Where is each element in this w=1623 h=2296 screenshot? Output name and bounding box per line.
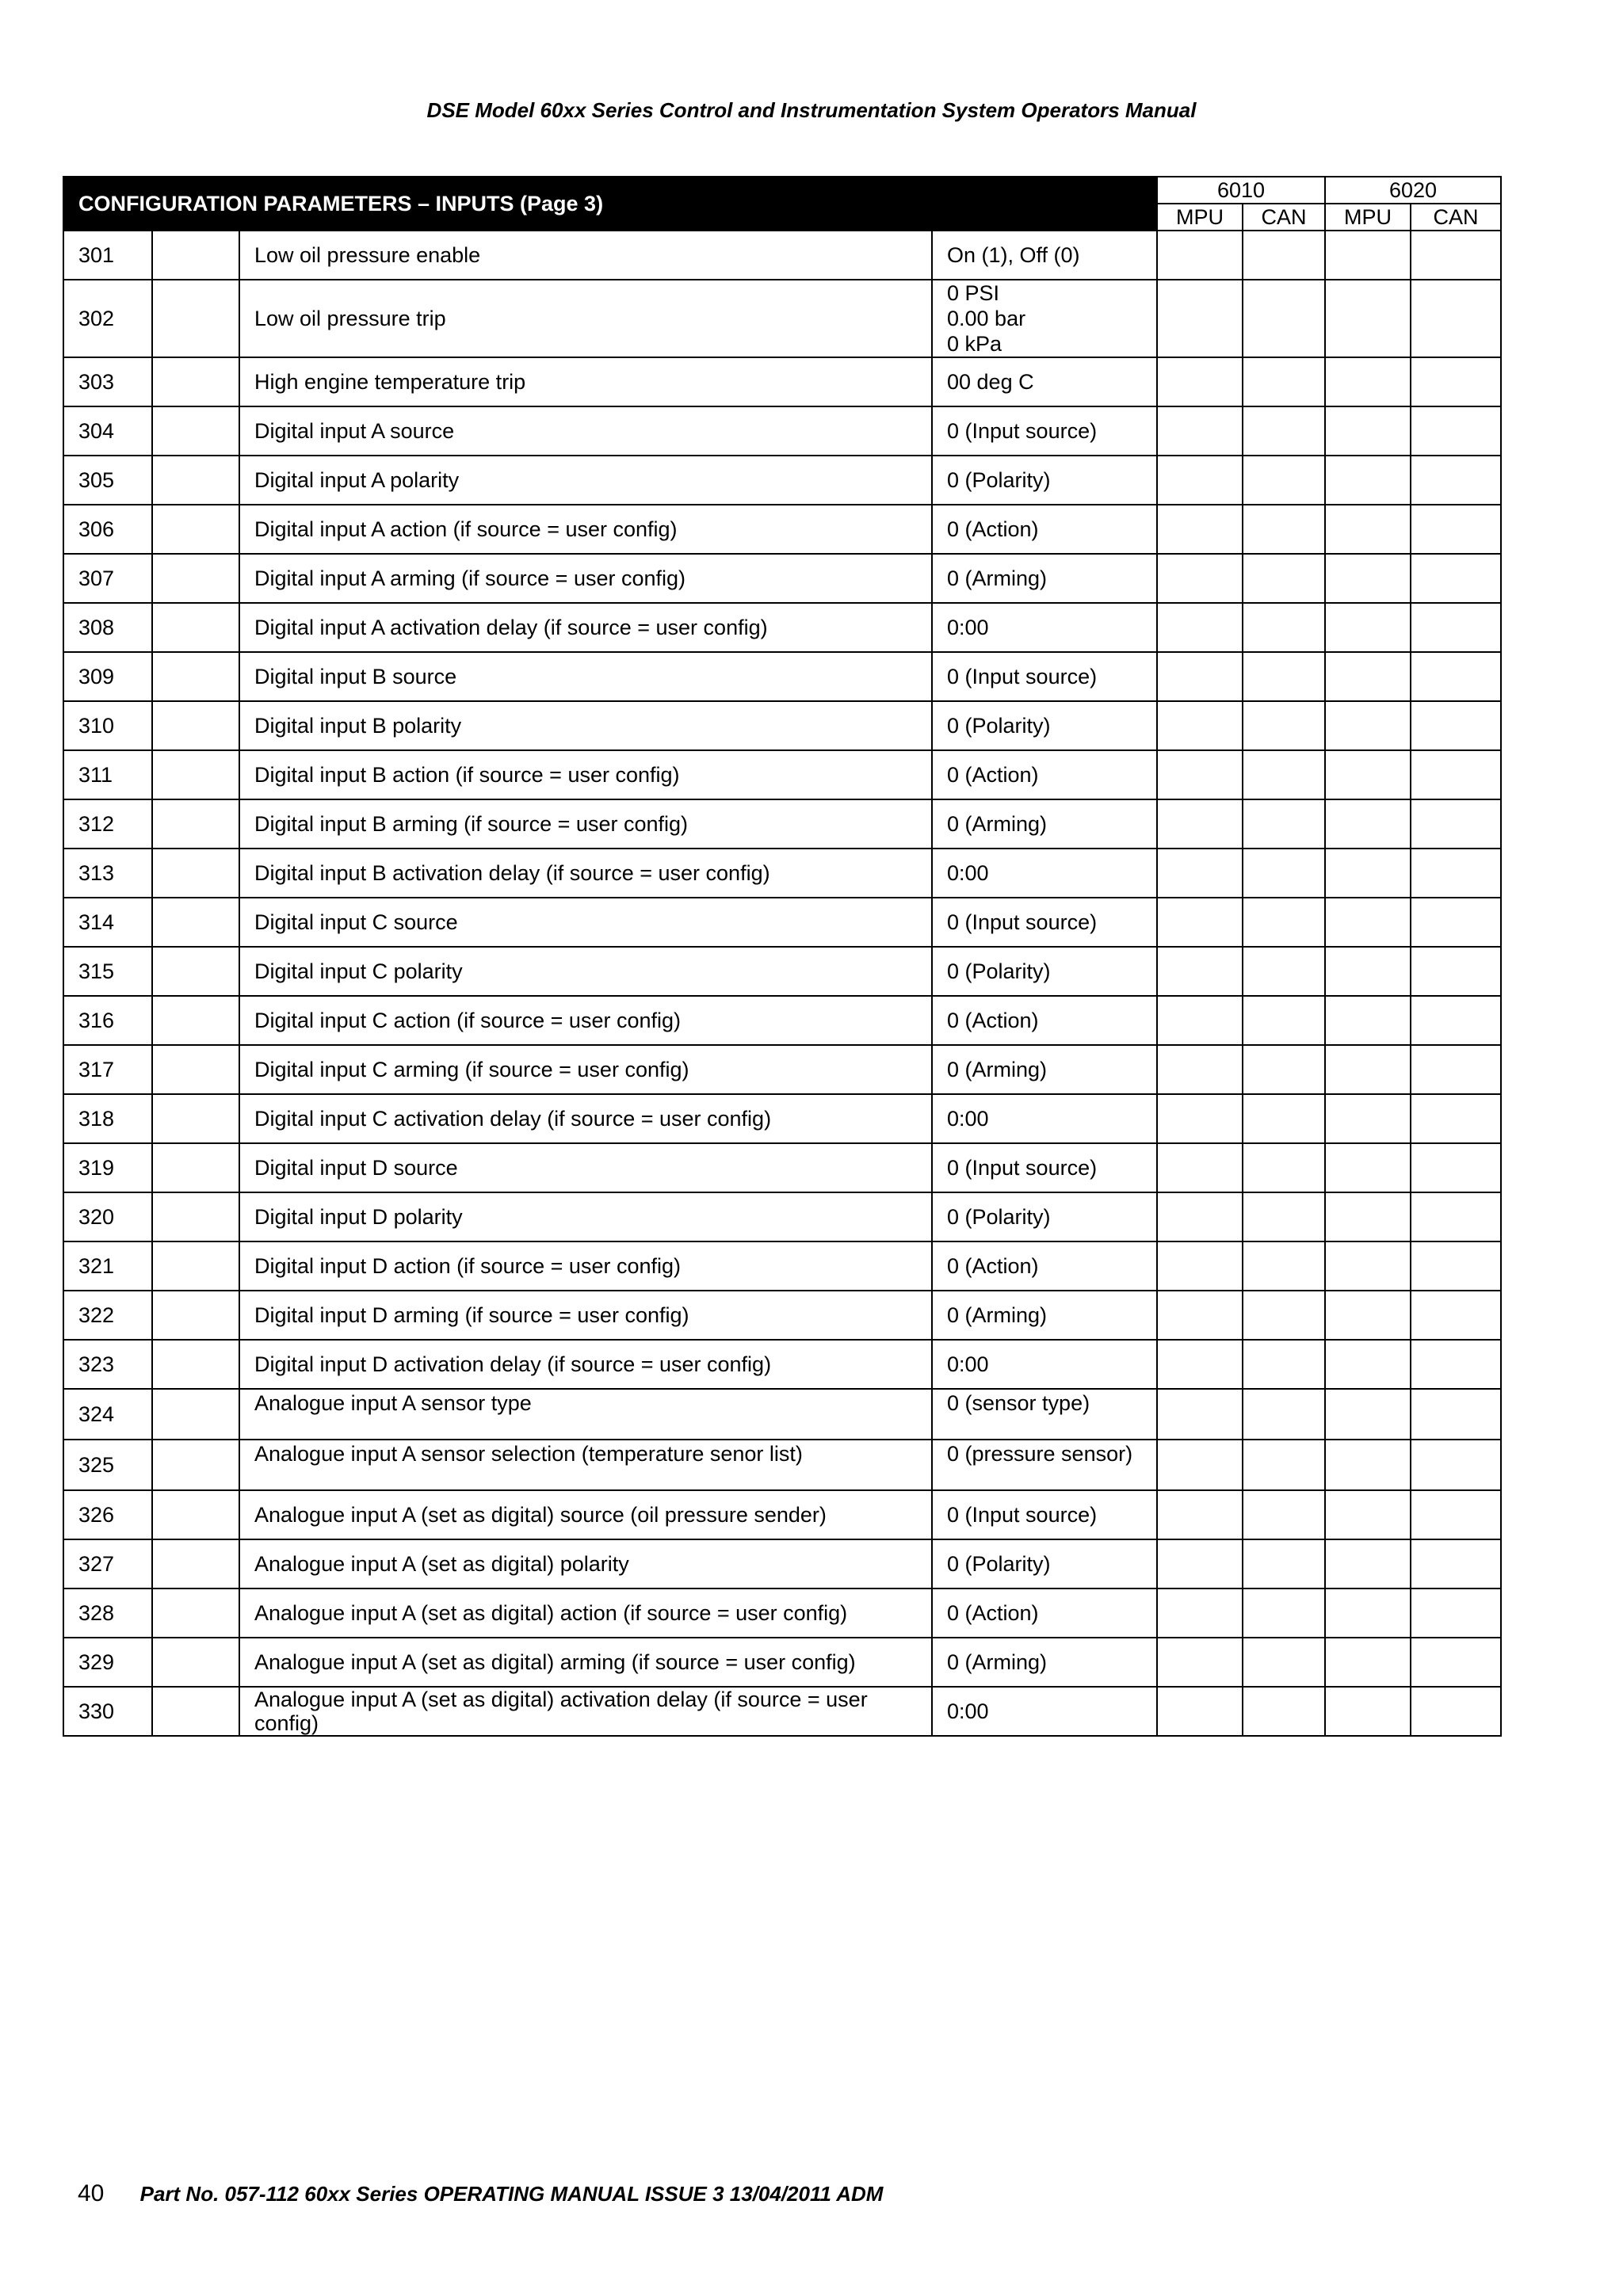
parameter-description: Digital input A arming (if source = user config) bbox=[239, 554, 932, 603]
value-line: 0.00 bar bbox=[947, 307, 1026, 330]
entry-cell bbox=[1325, 1291, 1411, 1340]
parameter-number: 327 bbox=[63, 1539, 152, 1589]
entry-cell bbox=[1243, 1687, 1325, 1736]
entry-cell bbox=[1411, 280, 1501, 357]
entry-cell bbox=[1157, 1490, 1243, 1539]
value-line: 0 kPa bbox=[947, 332, 1002, 356]
table-row bbox=[63, 1687, 1501, 1736]
table-row bbox=[63, 231, 1501, 280]
entry-cell bbox=[1243, 1192, 1325, 1241]
entry-cell bbox=[1243, 701, 1325, 750]
entry-cell bbox=[1411, 1440, 1501, 1490]
entry-cell bbox=[1157, 1340, 1243, 1389]
entry-cell bbox=[1157, 554, 1243, 603]
entry-cell bbox=[1325, 456, 1411, 505]
entry-cell bbox=[1411, 750, 1501, 799]
parameter-number: 312 bbox=[63, 799, 152, 849]
blank-cell bbox=[152, 280, 239, 357]
entry-cell bbox=[1157, 505, 1243, 554]
parameter-description: Analogue input A (set as digital) polarity bbox=[239, 1539, 932, 1589]
entry-cell bbox=[1411, 1094, 1501, 1143]
entry-cell bbox=[1157, 1291, 1243, 1340]
entry-cell bbox=[1325, 357, 1411, 406]
parameter-default-value: 0 (Action) bbox=[932, 1241, 1157, 1291]
entry-cell bbox=[1325, 1389, 1411, 1440]
blank-cell bbox=[152, 799, 239, 849]
parameter-default-value: 0 (Arming) bbox=[932, 1045, 1157, 1094]
footer-text: Part No. 057-112 60xx Series OPERATING MANUAL ISSUE 3 13/04/2011 ADM bbox=[139, 2182, 884, 2206]
parameter-description: Digital input C action (if source = user config) bbox=[239, 996, 932, 1045]
entry-cell bbox=[1157, 231, 1243, 280]
parameter-description: Digital input B action (if source = user config) bbox=[239, 750, 932, 799]
entry-cell bbox=[1325, 652, 1411, 701]
table-row bbox=[63, 554, 1501, 603]
parameter-description: Digital input B arming (if source = user config) bbox=[239, 799, 932, 849]
parameter-description: Digital input C polarity bbox=[239, 947, 932, 996]
entry-cell bbox=[1243, 456, 1325, 505]
entry-cell bbox=[1325, 1490, 1411, 1539]
entry-cell bbox=[1157, 898, 1243, 947]
entry-cell bbox=[1243, 1340, 1325, 1389]
blank-cell bbox=[152, 1687, 239, 1736]
entry-cell bbox=[1325, 505, 1411, 554]
table-row bbox=[63, 505, 1501, 554]
parameter-number: 313 bbox=[63, 849, 152, 898]
parameter-description: Analogue input A sensor type bbox=[239, 1389, 932, 1440]
entry-cell bbox=[1243, 1143, 1325, 1192]
parameter-number: 326 bbox=[63, 1490, 152, 1539]
entry-cell bbox=[1325, 750, 1411, 799]
parameter-default-value: On (1), Off (0) bbox=[932, 231, 1157, 280]
table-row bbox=[63, 280, 1501, 357]
entry-cell bbox=[1411, 231, 1501, 280]
table-row bbox=[63, 1389, 1501, 1440]
entry-cell bbox=[1411, 603, 1501, 652]
entry-cell bbox=[1411, 1389, 1501, 1440]
entry-cell bbox=[1411, 652, 1501, 701]
entry-cell bbox=[1157, 1389, 1243, 1440]
table-row bbox=[63, 898, 1501, 947]
parameter-default-value: 0 (Action) bbox=[932, 750, 1157, 799]
entry-cell bbox=[1243, 603, 1325, 652]
entry-cell bbox=[1157, 1638, 1243, 1687]
entry-cell bbox=[1157, 947, 1243, 996]
entry-cell bbox=[1411, 1539, 1501, 1589]
entry-cell bbox=[1157, 357, 1243, 406]
parameter-default-value: 0:00 bbox=[932, 603, 1157, 652]
entry-cell bbox=[1243, 1241, 1325, 1291]
parameter-number: 319 bbox=[63, 1143, 152, 1192]
table-row bbox=[63, 1440, 1501, 1490]
parameter-default-value: 0 (Action) bbox=[932, 996, 1157, 1045]
entry-cell bbox=[1325, 849, 1411, 898]
entry-cell bbox=[1411, 1490, 1501, 1539]
parameter-number: 301 bbox=[63, 231, 152, 280]
entry-cell bbox=[1325, 406, 1411, 456]
parameter-number: 321 bbox=[63, 1241, 152, 1291]
parameter-number: 316 bbox=[63, 996, 152, 1045]
blank-cell bbox=[152, 1045, 239, 1094]
parameter-default-value: 0 (Input source) bbox=[932, 1490, 1157, 1539]
table-row bbox=[63, 1589, 1501, 1638]
parameter-default-value: 0 (Input source) bbox=[932, 406, 1157, 456]
entry-cell bbox=[1243, 996, 1325, 1045]
entry-cell bbox=[1157, 1143, 1243, 1192]
parameter-number: 320 bbox=[63, 1192, 152, 1241]
entry-cell bbox=[1157, 849, 1243, 898]
parameter-description: Digital input C arming (if source = user config) bbox=[239, 1045, 932, 1094]
blank-cell bbox=[152, 1241, 239, 1291]
parameter-description: Digital input B source bbox=[239, 652, 932, 701]
table-row bbox=[63, 799, 1501, 849]
blank-cell bbox=[152, 456, 239, 505]
entry-cell bbox=[1411, 1143, 1501, 1192]
entry-cell bbox=[1411, 1687, 1501, 1736]
entry-cell bbox=[1157, 280, 1243, 357]
blank-cell bbox=[152, 750, 239, 799]
table-row bbox=[63, 406, 1501, 456]
entry-cell bbox=[1243, 947, 1325, 996]
entry-cell bbox=[1243, 898, 1325, 947]
subheader-can: CAN bbox=[1411, 204, 1501, 231]
entry-cell bbox=[1157, 799, 1243, 849]
parameter-description: Digital input D source bbox=[239, 1143, 932, 1192]
parameter-number: 324 bbox=[63, 1389, 152, 1440]
parameter-description: Digital input A polarity bbox=[239, 456, 932, 505]
entry-cell bbox=[1325, 1340, 1411, 1389]
parameter-default-value: 0 (pressure sensor) bbox=[932, 1440, 1157, 1490]
value-line: 0 PSI bbox=[947, 281, 1000, 305]
table-row bbox=[63, 1241, 1501, 1291]
blank-cell bbox=[152, 505, 239, 554]
entry-cell bbox=[1243, 799, 1325, 849]
table-row bbox=[63, 1340, 1501, 1389]
blank-cell bbox=[152, 1638, 239, 1687]
entry-cell bbox=[1243, 1440, 1325, 1490]
entry-cell bbox=[1411, 799, 1501, 849]
subheader-mpu: MPU bbox=[1157, 204, 1243, 231]
entry-cell bbox=[1243, 1539, 1325, 1589]
entry-cell bbox=[1411, 1045, 1501, 1094]
entry-cell bbox=[1157, 406, 1243, 456]
parameter-description: Digital input D activation delay (if source = user config) bbox=[239, 1340, 932, 1389]
entry-cell bbox=[1243, 1389, 1325, 1440]
entry-cell bbox=[1325, 1045, 1411, 1094]
blank-cell bbox=[152, 701, 239, 750]
parameter-description: Digital input B polarity bbox=[239, 701, 932, 750]
parameter-number: 306 bbox=[63, 505, 152, 554]
parameter-default-value: 0 (Polarity) bbox=[932, 456, 1157, 505]
entry-cell bbox=[1157, 1589, 1243, 1638]
entry-cell bbox=[1157, 1539, 1243, 1589]
blank-cell bbox=[152, 1291, 239, 1340]
entry-cell bbox=[1411, 1241, 1501, 1291]
entry-cell bbox=[1325, 996, 1411, 1045]
entry-cell bbox=[1157, 1045, 1243, 1094]
blank-cell bbox=[152, 1340, 239, 1389]
entry-cell bbox=[1325, 1440, 1411, 1490]
parameter-description: Digital input D action (if source = user config) bbox=[239, 1241, 932, 1291]
parameter-default-value: 0 (Polarity) bbox=[932, 1192, 1157, 1241]
blank-cell bbox=[152, 357, 239, 406]
entry-cell bbox=[1325, 280, 1411, 357]
entry-cell bbox=[1411, 554, 1501, 603]
entry-cell bbox=[1157, 750, 1243, 799]
parameter-description: Analogue input A sensor selection (temperature senor list) bbox=[239, 1440, 932, 1490]
parameter-number: 308 bbox=[63, 603, 152, 652]
entry-cell bbox=[1325, 1589, 1411, 1638]
parameter-default-value: 0 (Polarity) bbox=[932, 1539, 1157, 1589]
parameter-description: Analogue input A (set as digital) arming (if source = user config) bbox=[239, 1638, 932, 1687]
parameter-default-value: 0 (Arming) bbox=[932, 554, 1157, 603]
table-row bbox=[63, 1291, 1501, 1340]
entry-cell bbox=[1243, 406, 1325, 456]
table-row bbox=[63, 996, 1501, 1045]
blank-cell bbox=[152, 1589, 239, 1638]
entry-cell bbox=[1325, 1241, 1411, 1291]
entry-cell bbox=[1243, 1589, 1325, 1638]
parameter-description: Analogue input A (set as digital) activation delay (if source = user config) bbox=[239, 1687, 932, 1736]
parameter-default-value: 0 (Polarity) bbox=[932, 701, 1157, 750]
subheader-mpu: MPU bbox=[1325, 204, 1411, 231]
blank-cell bbox=[152, 1192, 239, 1241]
parameter-description: Digital input A source bbox=[239, 406, 932, 456]
entry-cell bbox=[1325, 554, 1411, 603]
entry-cell bbox=[1243, 1490, 1325, 1539]
entry-cell bbox=[1411, 1340, 1501, 1389]
table-row bbox=[63, 1045, 1501, 1094]
config-parameters-table bbox=[63, 176, 1502, 1737]
table-row bbox=[63, 849, 1501, 898]
blank-cell bbox=[152, 1143, 239, 1192]
entry-cell bbox=[1411, 701, 1501, 750]
entry-cell bbox=[1157, 652, 1243, 701]
parameter-default-value: 0 (Input source) bbox=[932, 898, 1157, 947]
entry-cell bbox=[1243, 849, 1325, 898]
table-row bbox=[63, 1539, 1501, 1589]
blank-cell bbox=[152, 1094, 239, 1143]
parameter-number: 317 bbox=[63, 1045, 152, 1094]
parameter-number: 305 bbox=[63, 456, 152, 505]
parameter-default-value: 0 (Arming) bbox=[932, 799, 1157, 849]
table-row bbox=[63, 701, 1501, 750]
parameter-number: 325 bbox=[63, 1440, 152, 1490]
parameter-default-value: 0 (Input source) bbox=[932, 1143, 1157, 1192]
blank-cell bbox=[152, 652, 239, 701]
entry-cell bbox=[1325, 799, 1411, 849]
parameter-description: Analogue input A (set as digital) source (oil pressure sender) bbox=[239, 1490, 932, 1539]
blank-cell bbox=[152, 1539, 239, 1589]
table-row bbox=[63, 1192, 1501, 1241]
blank-cell bbox=[152, 996, 239, 1045]
entry-cell bbox=[1325, 231, 1411, 280]
parameter-description: Digital input C source bbox=[239, 898, 932, 947]
parameter-description: Digital input A activation delay (if source = user config) bbox=[239, 603, 932, 652]
entry-cell bbox=[1157, 1687, 1243, 1736]
parameter-number: 307 bbox=[63, 554, 152, 603]
entry-cell bbox=[1243, 554, 1325, 603]
entry-cell bbox=[1325, 701, 1411, 750]
parameter-description: Digital input B activation delay (if source = user config) bbox=[239, 849, 932, 898]
parameter-number: 329 bbox=[63, 1638, 152, 1687]
blank-cell bbox=[152, 849, 239, 898]
parameter-description: Digital input C activation delay (if source = user config) bbox=[239, 1094, 932, 1143]
entry-cell bbox=[1243, 1638, 1325, 1687]
entry-cell bbox=[1243, 357, 1325, 406]
parameter-number: 304 bbox=[63, 406, 152, 456]
parameter-default-value: 0 (Arming) bbox=[932, 1638, 1157, 1687]
parameter-number: 315 bbox=[63, 947, 152, 996]
entry-cell bbox=[1157, 456, 1243, 505]
parameter-description: Low oil pressure enable bbox=[239, 231, 932, 280]
parameter-default-value: 0:00 bbox=[932, 1687, 1157, 1736]
blank-cell bbox=[152, 1440, 239, 1490]
parameter-number: 323 bbox=[63, 1340, 152, 1389]
table-row bbox=[63, 1490, 1501, 1539]
entry-cell bbox=[1325, 1638, 1411, 1687]
parameter-number: 302 bbox=[63, 280, 152, 357]
table-row bbox=[63, 603, 1501, 652]
entry-cell bbox=[1243, 652, 1325, 701]
parameter-default-value: 0 (Action) bbox=[932, 505, 1157, 554]
parameter-number: 322 bbox=[63, 1291, 152, 1340]
entry-cell bbox=[1411, 406, 1501, 456]
entry-cell bbox=[1157, 996, 1243, 1045]
parameter-description: Low oil pressure trip bbox=[239, 280, 932, 357]
parameter-number: 318 bbox=[63, 1094, 152, 1143]
blank-cell bbox=[152, 1389, 239, 1440]
blank-cell bbox=[152, 554, 239, 603]
blank-cell bbox=[152, 1490, 239, 1539]
parameter-description: Analogue input A (set as digital) action (if source = user config) bbox=[239, 1589, 932, 1638]
table-row bbox=[63, 652, 1501, 701]
entry-cell bbox=[1243, 505, 1325, 554]
parameter-number: 328 bbox=[63, 1589, 152, 1638]
entry-cell bbox=[1411, 849, 1501, 898]
page-footer bbox=[78, 2180, 883, 2207]
entry-cell bbox=[1411, 898, 1501, 947]
entry-cell bbox=[1325, 1687, 1411, 1736]
entry-cell bbox=[1157, 701, 1243, 750]
entry-cell bbox=[1243, 1094, 1325, 1143]
table-title: CONFIGURATION PARAMETERS – INPUTS (Page 3) bbox=[63, 177, 1157, 231]
table-row bbox=[63, 750, 1501, 799]
entry-cell bbox=[1243, 280, 1325, 357]
blank-cell bbox=[152, 603, 239, 652]
blank-cell bbox=[152, 231, 239, 280]
entry-cell bbox=[1157, 603, 1243, 652]
table-body bbox=[63, 231, 1501, 1736]
entry-cell bbox=[1411, 1291, 1501, 1340]
blank-cell bbox=[152, 898, 239, 947]
entry-cell bbox=[1411, 947, 1501, 996]
entry-cell bbox=[1157, 1192, 1243, 1241]
parameter-number: 309 bbox=[63, 652, 152, 701]
parameter-default-value: 0:00 bbox=[932, 849, 1157, 898]
entry-cell bbox=[1325, 603, 1411, 652]
entry-cell bbox=[1411, 505, 1501, 554]
entry-cell bbox=[1243, 1291, 1325, 1340]
entry-cell bbox=[1243, 750, 1325, 799]
blank-cell bbox=[152, 947, 239, 996]
parameter-default-value: 0 (sensor type) bbox=[932, 1389, 1157, 1440]
entry-cell bbox=[1325, 898, 1411, 947]
page-number: 40 bbox=[78, 2180, 105, 2206]
entry-cell bbox=[1411, 456, 1501, 505]
entry-cell bbox=[1243, 231, 1325, 280]
parameter-number: 311 bbox=[63, 750, 152, 799]
table-row bbox=[63, 357, 1501, 406]
entry-cell bbox=[1157, 1440, 1243, 1490]
entry-cell bbox=[1325, 947, 1411, 996]
model-header-6010: 6010 bbox=[1157, 177, 1325, 204]
entry-cell bbox=[1157, 1094, 1243, 1143]
entry-cell bbox=[1157, 1241, 1243, 1291]
parameter-description: Digital input A action (if source = user config) bbox=[239, 505, 932, 554]
entry-cell bbox=[1411, 1638, 1501, 1687]
entry-cell bbox=[1325, 1539, 1411, 1589]
parameter-description: Digital input D arming (if source = user config) bbox=[239, 1291, 932, 1340]
document-header: DSE Model 60xx Series Control and Instrumentation System Operators Manual bbox=[426, 98, 1197, 122]
parameter-number: 330 bbox=[63, 1687, 152, 1736]
parameter-default-value bbox=[932, 280, 1157, 357]
parameter-number: 303 bbox=[63, 357, 152, 406]
parameter-description: High engine temperature trip bbox=[239, 357, 932, 406]
table-row bbox=[63, 1094, 1501, 1143]
parameter-number: 314 bbox=[63, 898, 152, 947]
parameter-default-value: 0:00 bbox=[932, 1340, 1157, 1389]
parameter-default-value: 00 deg C bbox=[932, 357, 1157, 406]
table-row bbox=[63, 456, 1501, 505]
entry-cell bbox=[1243, 1045, 1325, 1094]
subheader-can: CAN bbox=[1243, 204, 1325, 231]
entry-cell bbox=[1325, 1192, 1411, 1241]
parameter-number: 310 bbox=[63, 701, 152, 750]
parameter-default-value: 0 (Input source) bbox=[932, 652, 1157, 701]
parameter-default-value: 0:00 bbox=[932, 1094, 1157, 1143]
parameter-default-value: 0 (Polarity) bbox=[932, 947, 1157, 996]
entry-cell bbox=[1325, 1094, 1411, 1143]
parameter-default-value: 0 (Arming) bbox=[932, 1291, 1157, 1340]
entry-cell bbox=[1411, 996, 1501, 1045]
table-row bbox=[63, 1143, 1501, 1192]
entry-cell bbox=[1411, 1589, 1501, 1638]
entry-cell bbox=[1411, 357, 1501, 406]
blank-cell bbox=[152, 406, 239, 456]
table-row bbox=[63, 947, 1501, 996]
table-row bbox=[63, 1638, 1501, 1687]
parameter-default-value: 0 (Action) bbox=[932, 1589, 1157, 1638]
model-header-6020: 6020 bbox=[1325, 177, 1501, 204]
parameter-description: Digital input D polarity bbox=[239, 1192, 932, 1241]
entry-cell bbox=[1411, 1192, 1501, 1241]
entry-cell bbox=[1325, 1143, 1411, 1192]
